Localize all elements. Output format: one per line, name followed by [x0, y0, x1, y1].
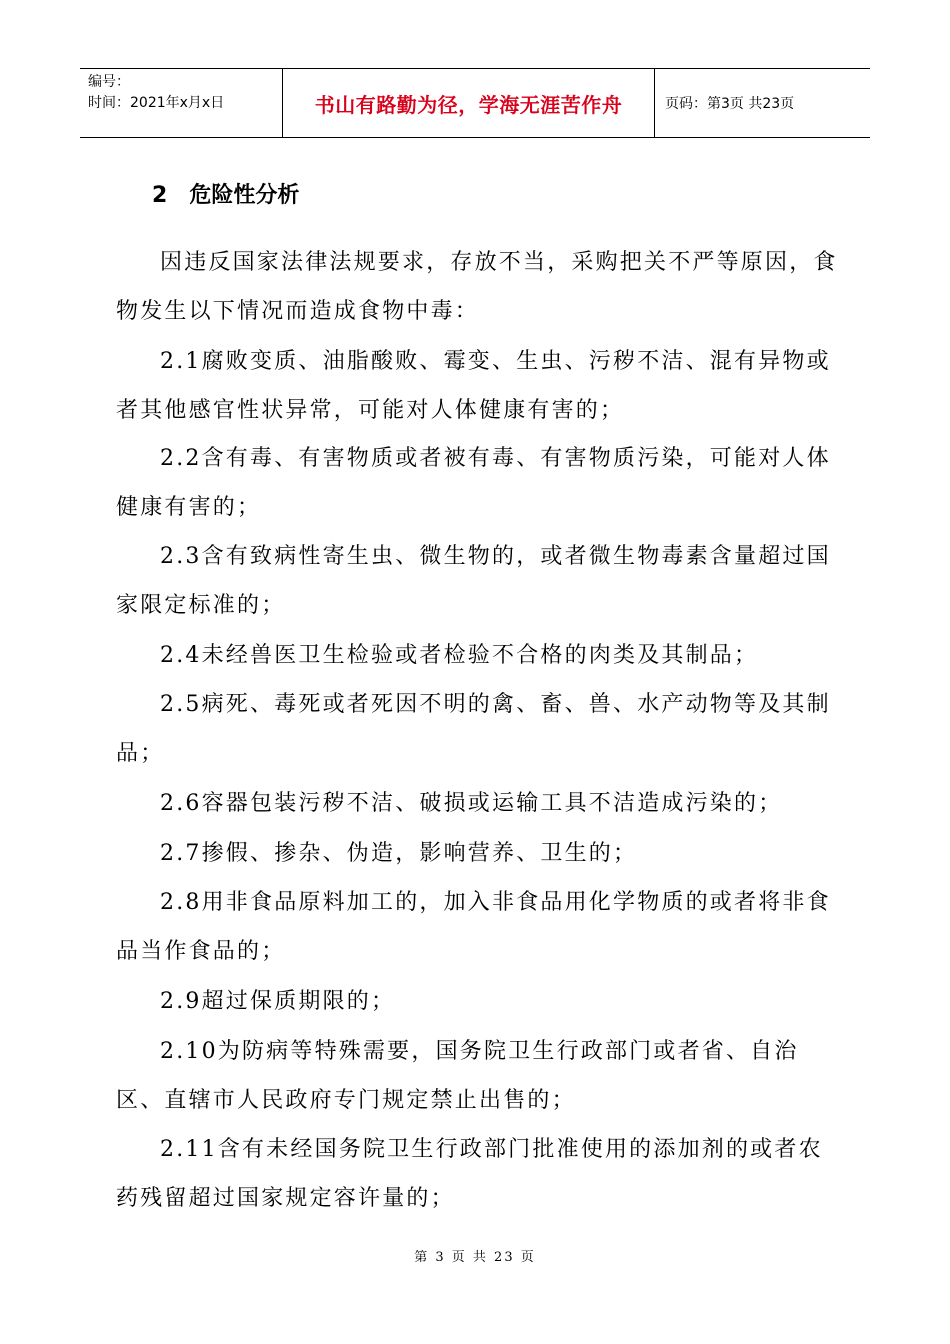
item-paragraph: 2.6容器包装污秽不洁、破损或运输工具不洁造成污染的； — [160, 791, 783, 816]
intro-paragraph: 因违反国家法律法规要求，存放不当，采购把关不严等原因，食物发生以下情况而造成食物中毒： — [116, 250, 838, 324]
item-paragraph: 2.1腐败变质、油脂酸败、霉变、生虫、污秽不洁、混有异物或者其他感官性状异常，可能对人体健康有害的； — [116, 349, 831, 423]
section-number: 2 — [152, 183, 168, 208]
item-paragraph: 2.3含有致病性寄生虫、微生物的，或者微生物毒素含量超过国家限定标准的； — [116, 544, 831, 618]
item-paragraph: 2.10为防病等特殊需要，国务院卫生行政部门或者省、自治区、直辖市人民政府专门规定禁止出售的； — [116, 1039, 799, 1113]
header-meta — [80, 69, 283, 137]
item-paragraph: 2.9超过保质期限的； — [160, 989, 396, 1014]
item-paragraph: 2.2含有毒、有害物质或者被有毒、有害物质污染，可能对人体健康有害的； — [116, 446, 831, 520]
document-date: 时间：2021年x月x日 — [88, 95, 225, 111]
item-paragraph: 2.7掺假、掺杂、伪造，影响营养、卫生的； — [160, 841, 638, 866]
page-header — [80, 68, 870, 138]
item-paragraph: 2.4未经兽医卫生检验或者检验不合格的肉类及其制品； — [160, 643, 759, 668]
item-paragraph: 2.11含有未经国务院卫生行政部门批准使用的添加剂的或者农药残留超过国家规定容许量的； — [116, 1137, 823, 1211]
section-heading — [152, 178, 299, 209]
header-motto: 书山有路勤为径，学海无涯苦作舟 — [283, 69, 655, 137]
page-footer: 第 3 页 共 23 页 — [414, 1250, 536, 1265]
header-page-info: 页码：第3页 共23页 — [665, 96, 795, 112]
item-paragraph: 2.8用非食品原料加工的，加入非食品用化学物质的或者将非食品当作食品的； — [116, 890, 831, 964]
section-title: 危险性分析 — [189, 183, 300, 208]
item-paragraph: 2.5病死、毒死或者死因不明的禽、畜、兽、水产动物等及其制品； — [116, 692, 831, 766]
document-number-label: 编号： — [88, 74, 130, 90]
